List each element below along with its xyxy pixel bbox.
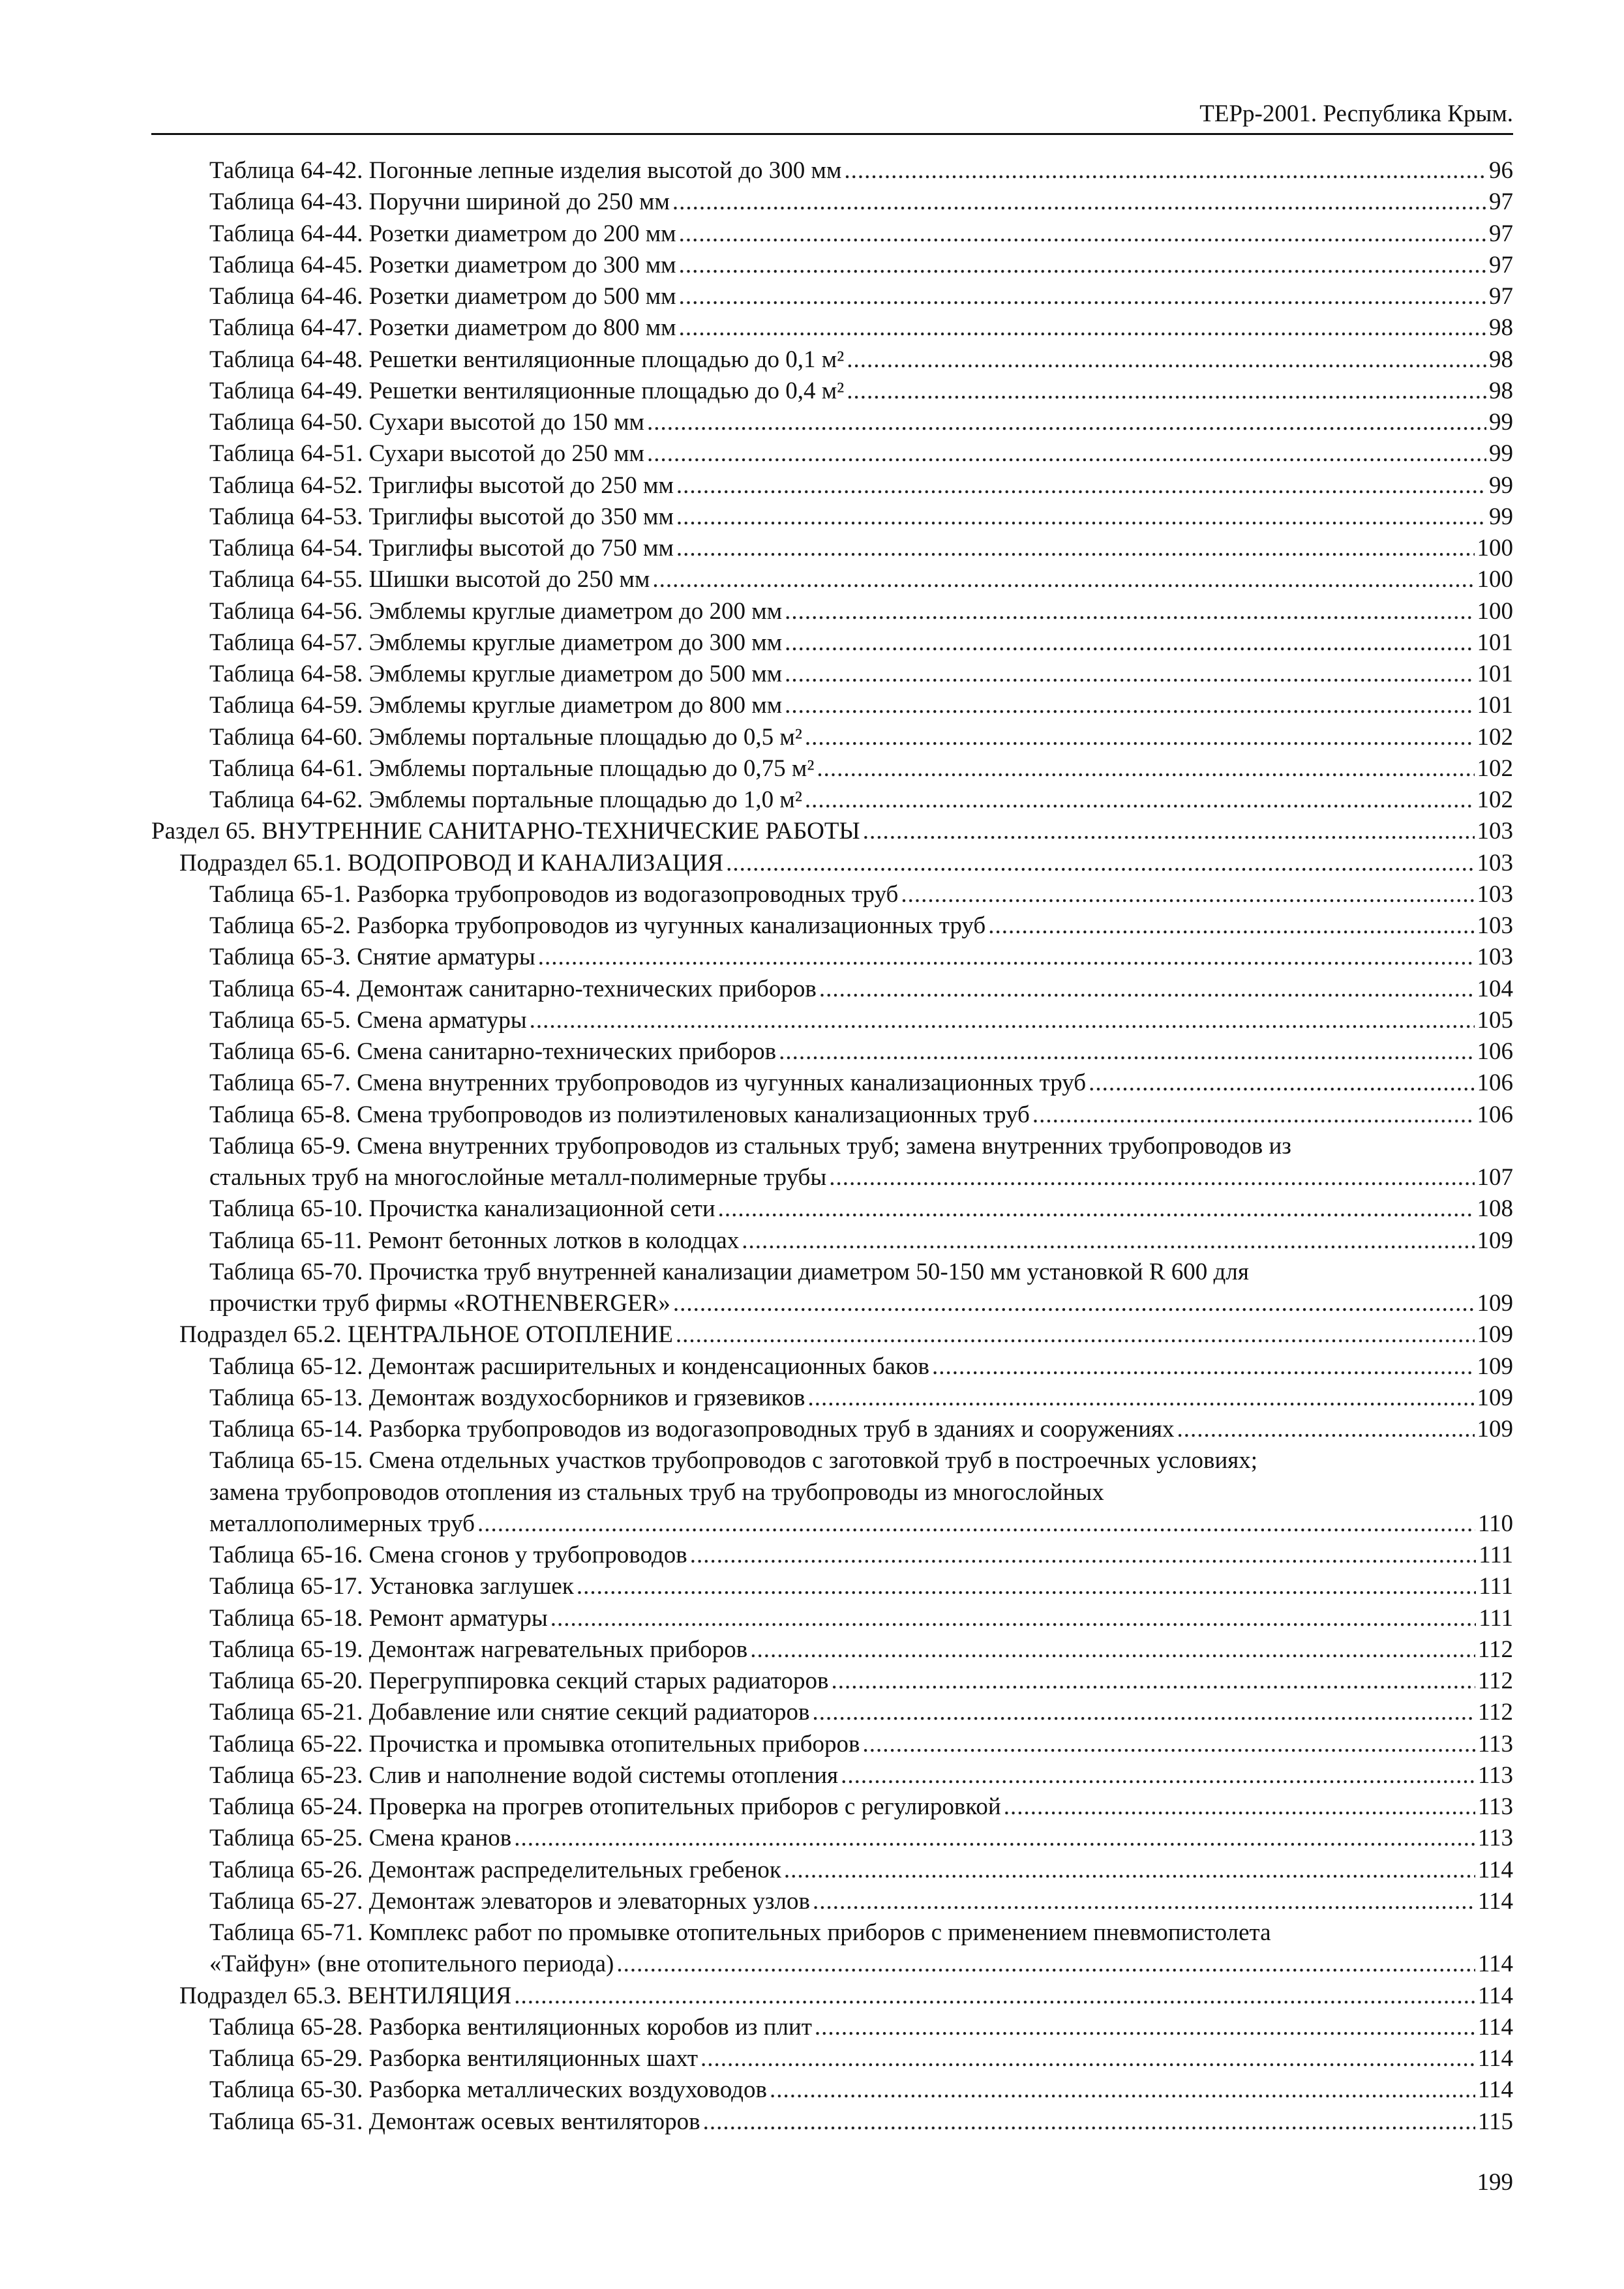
dot-leader bbox=[514, 1823, 1475, 1854]
toc-entry-page: 109 bbox=[1477, 1384, 1513, 1411]
toc-entry[interactable] bbox=[151, 974, 1513, 1005]
dot-leader bbox=[477, 1508, 1475, 1540]
dot-leader bbox=[785, 659, 1474, 690]
toc-entry-title: Таблица 65-4. Демонтаж санитарно-технических приборов bbox=[209, 975, 817, 1002]
toc-entry-title: металлополимерных труб bbox=[209, 1510, 475, 1537]
toc-entry-page: 111 bbox=[1479, 1604, 1513, 1632]
toc-entry[interactable] bbox=[151, 1540, 1513, 1571]
toc-entry-title: Подраздел 65.2. ЦЕНТРАЛЬНОЕ ОТОПЛЕНИЕ bbox=[179, 1321, 673, 1349]
toc-entry-title: Таблица 65-71. Комплекс работ по промывке отопительных приборов с применением пневмопистолета bbox=[209, 1919, 1271, 1946]
dot-leader bbox=[672, 187, 1486, 218]
toc-entry[interactable] bbox=[151, 785, 1513, 816]
toc-entry[interactable] bbox=[151, 2012, 1513, 2043]
dot-leader bbox=[815, 2012, 1475, 2043]
toc-entry-page: 114 bbox=[1477, 1982, 1513, 2009]
toc-entry-page: 103 bbox=[1477, 880, 1513, 908]
toc-entry-page: 112 bbox=[1477, 1699, 1513, 1726]
toc-entry-title: замена трубопроводов отопления из стальных труб на трубопроводы из многослойных bbox=[209, 1478, 1104, 1506]
toc-entry-title: Таблица 64-50. Сухари высотой до 150 мм bbox=[209, 409, 644, 436]
toc-entry[interactable] bbox=[151, 2106, 1513, 2138]
toc-entry-page: 103 bbox=[1477, 912, 1513, 939]
toc-entry[interactable] bbox=[151, 1225, 1513, 1257]
toc-entry-title: Таблица 64-58. Эмблемы круглые диаметром до 500 мм bbox=[209, 661, 783, 687]
dot-leader bbox=[841, 1760, 1475, 1791]
toc-entry-page: 103 bbox=[1477, 944, 1513, 971]
toc-entry-page: 106 bbox=[1477, 1101, 1513, 1128]
toc-entry-page: 114 bbox=[1477, 1951, 1513, 1978]
toc-entry-title: Таблица 65-16. Смена сгонов у трубопроводов bbox=[209, 1542, 687, 1568]
toc-entry[interactable] bbox=[151, 942, 1513, 973]
dot-leader bbox=[932, 1351, 1475, 1383]
dot-leader bbox=[779, 1036, 1474, 1068]
toc-entry-page: 97 bbox=[1489, 251, 1513, 278]
toc-entry-page: 101 bbox=[1477, 661, 1513, 687]
toc-entry-page: 97 bbox=[1489, 220, 1513, 247]
dot-leader bbox=[514, 1981, 1475, 2012]
toc-entry-page: 114 bbox=[1477, 2013, 1513, 2041]
toc-entry-title: Таблица 64-49. Решетки вентиляционные площадью до 0,4 м² bbox=[209, 377, 845, 404]
toc-entry-title: Таблица 64-62. Эмблемы портальные площадью до 1,0 м² bbox=[209, 786, 802, 813]
toc-entry-title: Таблица 65-17. Установка заглушек bbox=[209, 1573, 574, 1600]
toc-entry-title: Таблица 64-42. Погонные лепные изделия высотой до 300 мм bbox=[209, 157, 842, 184]
dot-leader bbox=[901, 879, 1474, 910]
toc-entry-page: 99 bbox=[1489, 471, 1513, 499]
toc-entry[interactable] bbox=[151, 1383, 1513, 1414]
toc-entry-page: 114 bbox=[1477, 2045, 1513, 2072]
toc-entry-title: Таблица 64-46. Розетки диаметром до 500 мм bbox=[209, 283, 676, 310]
toc-entry-page: 109 bbox=[1477, 1290, 1513, 1317]
toc-entry[interactable] bbox=[151, 501, 1513, 533]
dot-leader bbox=[616, 1949, 1475, 1980]
dot-leader bbox=[550, 1603, 1476, 1634]
table-of-contents bbox=[151, 155, 1513, 2138]
toc-entry-title: Таблица 64-48. Решетки вентиляционные площадью до 0,1 м² bbox=[209, 346, 845, 373]
toc-entry-page: 105 bbox=[1477, 1006, 1513, 1034]
toc-entry-page: 113 bbox=[1477, 1793, 1513, 1820]
dot-leader bbox=[785, 596, 1474, 627]
toc-entry-title: Таблица 65-21. Добавление или снятие секций радиаторов bbox=[209, 1699, 810, 1726]
dot-leader bbox=[1004, 1791, 1475, 1823]
toc-entry[interactable] bbox=[151, 879, 1513, 910]
dot-leader bbox=[812, 1697, 1475, 1728]
dot-leader bbox=[1177, 1414, 1475, 1445]
toc-entry[interactable] bbox=[151, 564, 1513, 595]
toc-entry[interactable] bbox=[151, 910, 1513, 942]
toc-entry-page: 109 bbox=[1477, 1416, 1513, 1443]
toc-entry-title: Таблица 64-45. Розетки диаметром до 300 мм bbox=[209, 251, 676, 278]
dot-leader bbox=[742, 1225, 1474, 1257]
toc-entry-page: 101 bbox=[1477, 629, 1513, 656]
toc-entry-title: Таблица 65-28. Разборка вентиляционных коробов из плит bbox=[209, 2013, 812, 2041]
toc-entry-title: Таблица 64-44. Розетки диаметром до 200 мм bbox=[209, 220, 676, 247]
toc-entry-page: 114 bbox=[1477, 1856, 1513, 1883]
toc-entry-title: Таблица 64-47. Розетки диаметром до 800 мм bbox=[209, 314, 676, 342]
toc-entry-page: 102 bbox=[1477, 786, 1513, 813]
toc-entry-title: Раздел 65. ВНУТРЕННИЕ САНИТАРНО-ТЕХНИЧЕСКИЕ РАБОТЫ bbox=[151, 818, 860, 845]
dot-leader bbox=[784, 1855, 1475, 1886]
toc-entry-page: 112 bbox=[1477, 1668, 1513, 1694]
toc-entry-page: 99 bbox=[1489, 440, 1513, 468]
dot-leader bbox=[813, 1886, 1475, 1917]
toc-entry-title: Таблица 65-24. Проверка на прогрев отопительных приборов с регулировкой bbox=[209, 1793, 1001, 1820]
dot-leader bbox=[1089, 1068, 1474, 1099]
dot-leader bbox=[770, 2074, 1475, 2106]
dot-leader bbox=[679, 250, 1486, 281]
toc-entry-title: Таблица 65-5. Смена арматуры bbox=[209, 1006, 527, 1034]
dot-leader bbox=[647, 438, 1486, 470]
dot-leader bbox=[988, 910, 1474, 942]
toc-entry[interactable] bbox=[151, 250, 1513, 281]
dot-leader bbox=[718, 1193, 1475, 1225]
toc-entry-page: 101 bbox=[1477, 692, 1513, 719]
toc-entry[interactable] bbox=[151, 376, 1513, 407]
dot-leader bbox=[863, 816, 1475, 847]
toc-entry-title: прочистки труб фирмы «ROTHENBERGER» bbox=[209, 1290, 670, 1317]
toc-entry-title: Таблица 65-20. Перегруппировка секций старых радиаторов bbox=[209, 1668, 829, 1694]
running-header bbox=[151, 95, 1513, 135]
toc-entry-title: «Тайфун» (вне отопительного периода) bbox=[209, 1951, 614, 1978]
toc-entry-page: 100 bbox=[1477, 597, 1513, 625]
dot-leader bbox=[690, 1540, 1477, 1571]
toc-entry[interactable] bbox=[151, 1257, 1513, 1320]
toc-entry-title: Таблица 65-2. Разборка трубопроводов из чугунных канализационных труб bbox=[209, 912, 986, 939]
toc-entry-title: Таблица 65-25. Смена кранов bbox=[209, 1825, 512, 1852]
toc-entry-title: Таблица 65-8. Смена трубопроводов из полиэтиленовых канализационных труб bbox=[209, 1101, 1030, 1128]
dot-leader bbox=[847, 344, 1486, 376]
toc-entry-title: стальных труб на многослойные металл-полимерные трубы bbox=[209, 1164, 827, 1191]
toc-entry[interactable] bbox=[151, 1036, 1513, 1068]
toc-entry[interactable] bbox=[151, 1068, 1513, 1099]
toc-entry-title: Таблица 64-61. Эмблемы портальные площадью до 0,75 м² bbox=[209, 755, 815, 782]
toc-entry-page: 113 bbox=[1477, 1825, 1513, 1852]
toc-entry-title: Таблица 65-7. Смена внутренних трубопроводов из чугунных канализационных труб bbox=[209, 1070, 1087, 1097]
toc-entry-page: 109 bbox=[1477, 1321, 1513, 1349]
dot-leader bbox=[805, 722, 1475, 753]
dot-leader bbox=[679, 312, 1486, 344]
dot-leader bbox=[805, 785, 1475, 816]
toc-entry[interactable] bbox=[151, 1445, 1513, 1540]
toc-entry[interactable] bbox=[151, 218, 1513, 250]
dot-leader bbox=[785, 690, 1474, 721]
toc-entry-title: Таблица 64-59. Эмблемы круглые диаметром до 800 мм bbox=[209, 692, 783, 719]
toc-entry[interactable] bbox=[151, 281, 1513, 312]
toc-entry-title: Таблица 65-13. Демонтаж воздухосборников и грязевиков bbox=[209, 1384, 805, 1411]
toc-entry-title: Таблица 65-14. Разборка трубопроводов из водогазопроводных труб в зданиях и сооружениях bbox=[209, 1416, 1175, 1443]
toc-entry-title: Подраздел 65.3. ВЕНТИЛЯЦИЯ bbox=[179, 1982, 512, 2009]
toc-entry-page: 111 bbox=[1479, 1573, 1513, 1600]
toc-entry-page: 100 bbox=[1477, 535, 1513, 561]
dot-leader bbox=[785, 627, 1474, 659]
toc-entry-page: 109 bbox=[1477, 1353, 1513, 1380]
dot-leader bbox=[819, 974, 1475, 1005]
toc-entry-title: Таблица 65-22. Прочистка и промывка отопительных приборов bbox=[209, 1730, 860, 1758]
dot-leader bbox=[676, 470, 1486, 501]
toc-entry-page: 96 bbox=[1489, 157, 1513, 184]
toc-entry[interactable] bbox=[151, 1729, 1513, 1760]
toc-entry-page: 98 bbox=[1489, 314, 1513, 342]
toc-entry-title: Таблица 64-60. Эмблемы портальные площадью до 0,5 м² bbox=[209, 723, 802, 751]
toc-entry[interactable] bbox=[151, 1886, 1513, 1917]
toc-entry[interactable] bbox=[151, 1666, 1513, 1697]
toc-entry[interactable] bbox=[151, 1005, 1513, 1036]
toc-entry[interactable] bbox=[151, 1571, 1513, 1602]
toc-entry[interactable] bbox=[151, 753, 1513, 785]
dot-leader bbox=[676, 1319, 1475, 1351]
toc-entry[interactable] bbox=[151, 187, 1513, 218]
toc-entry[interactable] bbox=[151, 659, 1513, 690]
dot-leader bbox=[679, 281, 1486, 312]
toc-entry-page: 98 bbox=[1489, 377, 1513, 404]
toc-entry[interactable] bbox=[151, 1193, 1513, 1225]
toc-entry-page: 102 bbox=[1477, 755, 1513, 782]
toc-entry-title: Таблица 64-51. Сухари высотой до 250 мм bbox=[209, 440, 644, 468]
dot-leader bbox=[808, 1383, 1475, 1414]
dot-leader bbox=[530, 1005, 1475, 1036]
toc-entry-title: Таблица 65-70. Прочистка труб внутренней канализации диаметром 50-150 мм установкой R 600 для bbox=[209, 1258, 1249, 1285]
toc-entry-page: 113 bbox=[1477, 1761, 1513, 1789]
toc-entry-page: 106 bbox=[1477, 1038, 1513, 1065]
toc-entry-title: Таблица 64-43. Поручни шириной до 250 мм bbox=[209, 188, 670, 216]
toc-entry-page: 102 bbox=[1477, 723, 1513, 751]
dot-leader bbox=[862, 1729, 1475, 1760]
dot-leader bbox=[831, 1666, 1475, 1697]
toc-entry-title: Таблица 64-55. Шишки высотой до 250 мм bbox=[209, 566, 650, 593]
dot-leader bbox=[652, 564, 1474, 595]
toc-entry-title: Таблица 65-18. Ремонт арматуры bbox=[209, 1604, 548, 1632]
toc-entry-page: 104 bbox=[1477, 975, 1513, 1002]
toc-entry-page: 109 bbox=[1477, 1227, 1513, 1254]
toc-entry[interactable] bbox=[151, 2074, 1513, 2106]
toc-entry-page: 112 bbox=[1477, 1636, 1513, 1663]
toc-entry-page: 114 bbox=[1477, 2076, 1513, 2104]
toc-entry-page: 113 bbox=[1477, 1730, 1513, 1758]
toc-entry-title: Таблица 65-9. Смена внутренних трубопроводов из стальных труб; замена внутренних трубопроводов из bbox=[209, 1132, 1291, 1159]
toc-entry[interactable] bbox=[151, 1131, 1513, 1194]
toc-entry[interactable] bbox=[151, 722, 1513, 753]
toc-entry[interactable] bbox=[151, 596, 1513, 627]
toc-entry-title: Таблица 65-3. Снятие арматуры bbox=[209, 944, 535, 971]
toc-entry-title: Таблица 65-29. Разборка вентиляционных шахт bbox=[209, 2045, 698, 2072]
toc-entry-page: 99 bbox=[1489, 503, 1513, 530]
toc-entry[interactable] bbox=[151, 312, 1513, 344]
dot-leader bbox=[673, 1288, 1475, 1319]
header-title: ТЕРр-2001. Республика Крым. bbox=[1199, 100, 1513, 127]
toc-entry-page: 111 bbox=[1479, 1542, 1513, 1568]
toc-entry[interactable] bbox=[151, 627, 1513, 659]
toc-entry-title: Таблица 65-11. Ремонт бетонных лотков в колодцах bbox=[209, 1227, 740, 1254]
dot-leader bbox=[700, 2043, 1475, 2074]
dot-leader bbox=[703, 2106, 1475, 2138]
toc-entry-title: Таблица 65-30. Разборка металлических воздуховодов bbox=[209, 2076, 767, 2104]
toc-entry[interactable] bbox=[151, 848, 1513, 879]
toc-entry-title: Подраздел 65.1. ВОДОПРОВОД И КАНАЛИЗАЦИЯ bbox=[179, 849, 724, 876]
toc-entry[interactable] bbox=[151, 1981, 1513, 2012]
toc-entry-page: 99 bbox=[1489, 409, 1513, 436]
dot-leader bbox=[817, 753, 1474, 785]
dot-leader bbox=[844, 155, 1486, 187]
toc-entry-title: Таблица 65-6. Смена санитарно-технических приборов bbox=[209, 1038, 777, 1065]
toc-entry-title: Таблица 65-31. Демонтаж осевых вентиляторов bbox=[209, 2108, 700, 2135]
dot-leader bbox=[829, 1162, 1474, 1193]
toc-entry-title: Таблица 64-54. Триглифы высотой до 750 мм bbox=[209, 535, 674, 561]
toc-entry-title: Таблица 65-23. Слив и наполнение водой системы отопления bbox=[209, 1761, 839, 1789]
toc-entry-page: 107 bbox=[1477, 1164, 1513, 1191]
toc-entry[interactable] bbox=[151, 1760, 1513, 1791]
toc-entry-page: 110 bbox=[1477, 1510, 1513, 1537]
toc-entry[interactable] bbox=[151, 690, 1513, 721]
toc-entry-page: 114 bbox=[1477, 1887, 1513, 1915]
toc-entry[interactable] bbox=[151, 1634, 1513, 1666]
page-number: 199 bbox=[1477, 2169, 1513, 2196]
toc-entry-title: Таблица 65-19. Демонтаж нагревательных приборов bbox=[209, 1636, 748, 1663]
toc-entry[interactable] bbox=[151, 438, 1513, 470]
toc-entry[interactable] bbox=[151, 1855, 1513, 1886]
toc-entry[interactable] bbox=[151, 1823, 1513, 1854]
dot-leader bbox=[750, 1634, 1475, 1666]
toc-entry-title: Таблица 65-27. Демонтаж элеваторов и элеваторных узлов bbox=[209, 1887, 810, 1915]
toc-entry-page: 97 bbox=[1489, 283, 1513, 310]
toc-entry-page: 100 bbox=[1477, 566, 1513, 593]
dot-leader bbox=[679, 218, 1486, 250]
toc-entry-title: Таблица 65-15. Смена отдельных участков трубопроводов с заготовкой труб в построечных условиях; bbox=[209, 1447, 1258, 1474]
dot-leader bbox=[676, 533, 1475, 564]
toc-entry-title: Таблица 64-53. Триглифы высотой до 350 мм bbox=[209, 503, 674, 530]
toc-entry[interactable] bbox=[151, 1917, 1513, 1981]
toc-entry[interactable] bbox=[151, 470, 1513, 501]
toc-entry[interactable] bbox=[151, 816, 1513, 847]
toc-entry[interactable] bbox=[151, 1414, 1513, 1445]
toc-entry-title: Таблица 65-26. Демонтаж распределительных гребенок bbox=[209, 1856, 781, 1883]
dot-leader bbox=[676, 501, 1486, 533]
toc-entry-page: 98 bbox=[1489, 346, 1513, 373]
dot-leader bbox=[1032, 1100, 1475, 1131]
toc-entry[interactable] bbox=[151, 344, 1513, 376]
toc-entry-title: Таблица 65-12. Демонтаж расширительных и конденсационных баков bbox=[209, 1353, 929, 1380]
toc-entry-title: Таблица 64-57. Эмблемы круглые диаметром до 300 мм bbox=[209, 629, 783, 656]
toc-entry[interactable] bbox=[151, 533, 1513, 564]
dot-leader bbox=[577, 1571, 1476, 1602]
toc-entry-page: 108 bbox=[1477, 1195, 1513, 1223]
toc-entry[interactable] bbox=[151, 1351, 1513, 1383]
toc-entry-title: Таблица 65-1. Разборка трубопроводов из водогазопроводных труб bbox=[209, 880, 899, 908]
toc-entry-title: Таблица 65-10. Прочистка канализационной сети bbox=[209, 1195, 715, 1223]
toc-entry[interactable] bbox=[151, 155, 1513, 187]
dot-leader bbox=[847, 376, 1486, 407]
toc-entry[interactable] bbox=[151, 1603, 1513, 1634]
toc-entry-page: 103 bbox=[1477, 818, 1513, 845]
toc-entry[interactable] bbox=[151, 1697, 1513, 1728]
toc-entry[interactable] bbox=[151, 1100, 1513, 1131]
toc-entry-page: 103 bbox=[1477, 849, 1513, 876]
toc-entry-page: 115 bbox=[1477, 2108, 1513, 2135]
dot-leader bbox=[726, 848, 1474, 879]
toc-entry-page: 97 bbox=[1489, 188, 1513, 216]
toc-entry-title: Таблица 64-52. Триглифы высотой до 250 мм bbox=[209, 471, 674, 499]
toc-entry[interactable] bbox=[151, 2043, 1513, 2074]
toc-entry-title: Таблица 64-56. Эмблемы круглые диаметром до 200 мм bbox=[209, 597, 783, 625]
dot-leader bbox=[647, 407, 1486, 438]
toc-entry[interactable] bbox=[151, 407, 1513, 438]
dot-leader bbox=[538, 942, 1475, 973]
toc-entry[interactable] bbox=[151, 1791, 1513, 1823]
toc-entry[interactable] bbox=[151, 1319, 1513, 1351]
toc-entry-page: 106 bbox=[1477, 1070, 1513, 1097]
